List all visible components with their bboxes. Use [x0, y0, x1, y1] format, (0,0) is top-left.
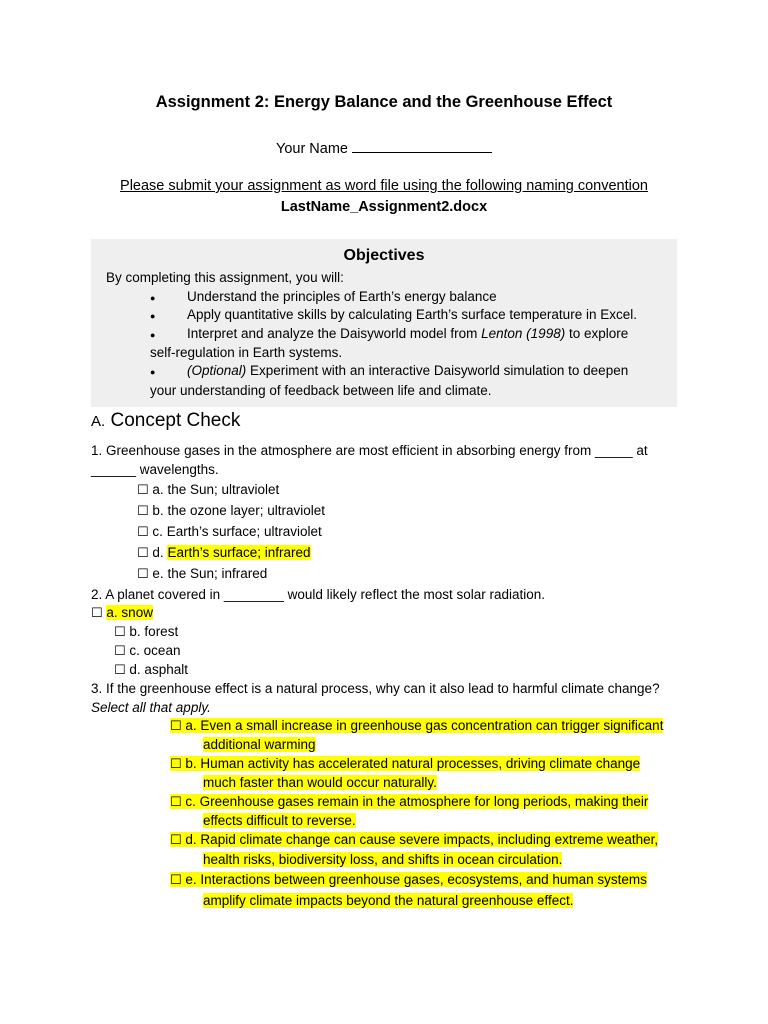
bullet-icon: ●	[150, 311, 156, 321]
name-line	[0, 138, 768, 157]
question-1-cont: ______ wavelengths.	[91, 462, 219, 477]
bullet-icon: ●	[150, 367, 156, 377]
q3-option-a[interactable]: ☐ a. Even a small increase in greenhouse gas concentration can trigger significant	[170, 718, 664, 733]
q1-option-e[interactable]: ☐ e. the Sun; infrared	[137, 566, 268, 581]
objective-item-2: Apply quantitative skills by calculating Earth’s surface temperature in Excel.	[187, 307, 637, 322]
objective-item-3: Interpret and analyze the Daisyworld model from Lenton (1998) to explore	[187, 326, 629, 341]
checkbox-icon: ☐	[137, 566, 149, 581]
q2-option-a[interactable]	[91, 605, 153, 621]
checkbox-icon: ☐	[137, 545, 149, 560]
q3-option-b-cont: much faster than would occur naturally.	[203, 775, 437, 790]
objective-item-1: Understand the principles of Earth’s energy balance	[187, 289, 497, 304]
checkbox-icon: ☐	[170, 718, 182, 733]
highlighted-answer: Earth’s surface; infrared	[167, 545, 311, 560]
name-label: Your Name	[275, 141, 348, 157]
objective-item-3-cont: self-regulation in Earth systems.	[150, 345, 343, 360]
question-2: 2. A planet covered in ________ would likely reflect the most solar radiation.	[91, 587, 546, 602]
checkbox-icon: ☐	[114, 624, 126, 639]
checkbox-icon: ☐	[91, 605, 103, 620]
question-3-instruction: Select all that apply.	[91, 700, 211, 715]
highlighted-answer: a. snow	[106, 605, 153, 620]
checkbox-icon: ☐	[137, 503, 149, 518]
q3-option-e-cont: amplify climate impacts beyond the natural greenhouse effect.	[203, 893, 574, 908]
bullet-icon: ●	[150, 330, 156, 340]
submit-note: Please submit your assignment as word file using the following naming convention	[120, 178, 648, 194]
q1-option-d[interactable]: ☐ d. Earth’s surface; infrared	[137, 545, 311, 560]
filename: LastName_Assignment2.docx	[280, 199, 488, 215]
q1-option-a[interactable]: ☐ a. the Sun; ultraviolet	[137, 482, 280, 497]
objective-item-4: (Optional) Experiment with an interactive Daisyworld simulation to deepen	[187, 363, 629, 378]
q3-option-e[interactable]: ☐ e. Interactions between greenhouse gases, ecosystems, and human systems	[170, 872, 647, 887]
checkbox-icon: ☐	[170, 756, 182, 771]
question-1: 1. Greenhouse gases in the atmosphere are most efficient in absorbing energy from _____ at	[91, 443, 648, 458]
checkbox-icon: ☐	[137, 524, 149, 539]
q3-option-d[interactable]: ☐ d. Rapid climate change can cause severe impacts, including extreme weather,	[170, 832, 659, 847]
name-blank[interactable]	[352, 138, 492, 153]
q2-option-d[interactable]: ☐ d. asphalt	[114, 662, 188, 677]
checkbox-icon: ☐	[170, 872, 182, 887]
q3-option-d-cont: health risks, biodiversity loss, and shifts in ocean circulation.	[203, 852, 563, 867]
q3-option-b[interactable]: ☐ b. Human activity has accelerated natural processes, driving climate change	[170, 756, 641, 771]
bullet-icon: ●	[150, 293, 156, 303]
checkbox-icon: ☐	[114, 643, 126, 658]
objectives-intro: By completing this assignment, you will:	[106, 270, 344, 285]
checkbox-icon: ☐	[170, 794, 182, 809]
objectives-heading: Objectives	[343, 247, 425, 264]
objective-item-4-cont: your understanding of feedback between life and climate.	[150, 383, 492, 398]
q3-option-c[interactable]: ☐ c. Greenhouse gases remain in the atmosphere for long periods, making their	[170, 794, 649, 809]
q2-option-c[interactable]: ☐ c. ocean	[114, 643, 181, 658]
q1-option-b[interactable]: ☐ b. the ozone layer; ultraviolet	[137, 503, 326, 518]
q2-option-b[interactable]: ☐ b. forest	[114, 624, 179, 639]
section-heading: A. Concept Check	[91, 410, 241, 431]
checkbox-icon: ☐	[114, 662, 126, 677]
q1-option-c[interactable]: ☐ c. Earth’s surface; ultraviolet	[137, 524, 322, 539]
page-title: Assignment 2: Energy Balance and the Greenhouse Effect	[155, 93, 613, 111]
question-3: 3. If the greenhouse effect is a natural process, why can it also lead to harmful climate change?	[91, 681, 660, 696]
q3-option-a-cont: additional warming	[203, 737, 316, 752]
q3-option-c-cont: effects difficult to reverse.	[203, 813, 356, 828]
checkbox-icon: ☐	[170, 832, 182, 847]
checkbox-icon: ☐	[137, 482, 149, 497]
